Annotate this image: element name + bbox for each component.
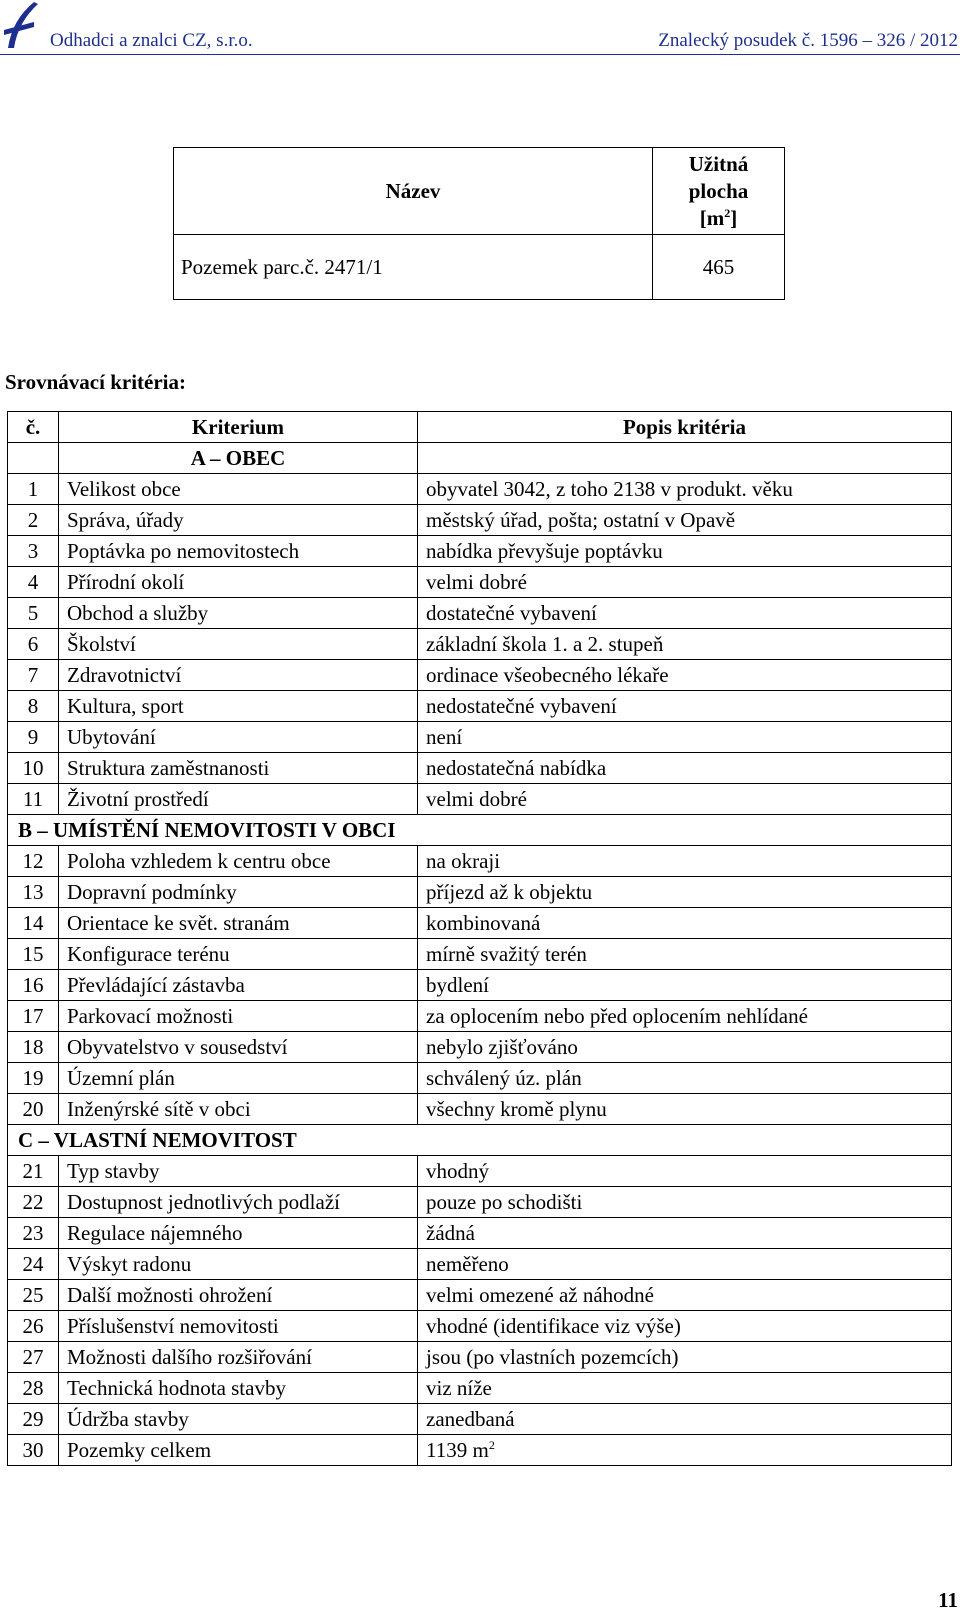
area-header-line1: Užitná (688, 151, 749, 176)
criterion-description (418, 1094, 952, 1125)
table-row (8, 567, 952, 598)
property-table-header (174, 148, 785, 235)
criterion-description-text: vhodné (identifikace viz výše) (426, 1314, 681, 1338)
company-logo-icon (4, 0, 40, 50)
criterion-description-text: příjezd až k objektu (426, 880, 593, 904)
criterion-description-text: jsou (po vlastních pozemcích) (426, 1345, 679, 1369)
property-name: Pozemek parc.č. 2471/1 (174, 235, 653, 300)
criterion-description-text: není (426, 725, 463, 749)
criterion-name: Poloha vzhledem k centru obce (59, 846, 418, 877)
header-divider (0, 54, 960, 55)
criterion-description (418, 1032, 952, 1063)
section-spacer (8, 443, 59, 474)
criterion-description (418, 505, 952, 536)
table-row (8, 1311, 952, 1342)
criterion-description (418, 1156, 952, 1187)
criterion-description-text: viz níže (426, 1376, 492, 1400)
area-header-unit-open: [m (699, 205, 725, 230)
criterion-description-text: 1139 m (426, 1438, 489, 1462)
table-row (8, 722, 952, 753)
table-row (8, 1404, 952, 1435)
criterion-number: 28 (8, 1373, 59, 1404)
table-row (8, 939, 952, 970)
criterion-name: Konfigurace terénu (59, 939, 418, 970)
column-header-description: Popis kritéria (418, 412, 952, 443)
criterion-description-text: vhodný (426, 1159, 489, 1183)
table-row (8, 629, 952, 660)
table-row (8, 691, 952, 722)
criterion-number: 10 (8, 753, 59, 784)
criterion-name: Kultura, sport (59, 691, 418, 722)
table-row (8, 660, 952, 691)
criterion-name: Správa, úřady (59, 505, 418, 536)
criterion-name: Obchod a služby (59, 598, 418, 629)
criterion-name: Územní plán (59, 1063, 418, 1094)
criterion-description (418, 536, 952, 567)
criterion-description (418, 1404, 952, 1435)
criterion-description (418, 1249, 952, 1280)
criterion-description (418, 1342, 952, 1373)
table-row (8, 1187, 952, 1218)
criterion-description (418, 1280, 952, 1311)
criterion-description (418, 908, 952, 939)
criterion-number: 21 (8, 1156, 59, 1187)
criterion-description-exponent: 2 (488, 1438, 495, 1452)
criterion-description-text: velmi dobré (426, 570, 527, 594)
criterion-description-text: nebylo zjišťováno (426, 1035, 578, 1059)
criterion-name: Velikost obce (59, 474, 418, 505)
criterion-description-text: žádná (426, 1221, 475, 1245)
column-header-criterion: Kriterium (59, 412, 418, 443)
criterion-number: 22 (8, 1187, 59, 1218)
criterion-name: Školství (59, 629, 418, 660)
criterion-description-text: nedostatečná nabídka (426, 756, 607, 780)
table-row (8, 1435, 952, 1466)
criterion-number: 13 (8, 877, 59, 908)
criterion-number: 11 (8, 784, 59, 815)
criterion-description-text: nabídka převyšuje poptávku (426, 539, 663, 563)
criterion-description (418, 598, 952, 629)
page-header (0, 0, 960, 58)
criterion-number: 19 (8, 1063, 59, 1094)
criterion-description (418, 846, 952, 877)
criterion-description (418, 1373, 952, 1404)
column-header-number: č. (8, 412, 59, 443)
criterion-name: Možnosti dalšího rozšiřování (59, 1342, 418, 1373)
criterion-number: 12 (8, 846, 59, 877)
table-row (174, 235, 785, 300)
criterion-description (418, 660, 952, 691)
table-row (8, 1280, 952, 1311)
table-row (8, 1094, 952, 1125)
criterion-description-text: velmi omezené až náhodné (426, 1283, 654, 1307)
section-row (8, 815, 952, 846)
criterion-number: 1 (8, 474, 59, 505)
criterion-number: 29 (8, 1404, 59, 1435)
criterion-name: Dopravní podmínky (59, 877, 418, 908)
property-table (173, 147, 785, 300)
section-row (8, 1125, 952, 1156)
criterion-name: Parkovací možnosti (59, 1001, 418, 1032)
table-row (8, 1001, 952, 1032)
criterion-name: Technická hodnota stavby (59, 1373, 418, 1404)
criterion-name: Příslušenství nemovitosti (59, 1311, 418, 1342)
criterion-number: 26 (8, 1311, 59, 1342)
criterion-number: 8 (8, 691, 59, 722)
table-row (8, 1373, 952, 1404)
section-row (8, 443, 952, 474)
criterion-number: 9 (8, 722, 59, 753)
criterion-description (418, 474, 952, 505)
criterion-description-text: schválený úz. plán (426, 1066, 582, 1090)
section-label: A – OBEC (59, 443, 418, 474)
area-header-unit-close: ] (730, 205, 738, 230)
table-row (8, 877, 952, 908)
criterion-description-text: bydlení (426, 973, 489, 997)
criterion-description-text: ordinace všeobecného lékaře (426, 663, 669, 687)
criterion-number: 4 (8, 567, 59, 598)
criterion-description (418, 567, 952, 598)
criterion-number: 16 (8, 970, 59, 1001)
criterion-description-text: za oplocením nebo před oplocením nehlídané (426, 1004, 808, 1028)
criterion-number: 2 (8, 505, 59, 536)
column-header-area (653, 148, 785, 235)
table-row (8, 1156, 952, 1187)
section-label: C – VLASTNÍ NEMOVITOST (8, 1125, 952, 1156)
criteria-table (7, 411, 952, 1466)
criterion-description (418, 722, 952, 753)
criterion-description-text: neměřeno (426, 1252, 509, 1276)
criterion-number: 14 (8, 908, 59, 939)
criterion-description-text: obyvatel 3042, z toho 2138 v produkt. věku (426, 477, 793, 501)
criterion-name: Struktura zaměstnanosti (59, 753, 418, 784)
criterion-description-text: pouze po schodišti (426, 1190, 583, 1214)
section-spacer (418, 443, 952, 474)
criterion-description-text: zanedbaná (426, 1407, 515, 1431)
criterion-number: 5 (8, 598, 59, 629)
criterion-description (418, 1063, 952, 1094)
criterion-description-text: velmi dobré (426, 787, 527, 811)
table-row (8, 598, 952, 629)
criterion-description-text: mírně svažitý terén (426, 942, 587, 966)
table-row (8, 753, 952, 784)
area-header-line2: plocha (688, 178, 749, 203)
criterion-name: Další možnosti ohrožení (59, 1280, 418, 1311)
criterion-number: 7 (8, 660, 59, 691)
criterion-name: Typ stavby (59, 1156, 418, 1187)
table-row (8, 505, 952, 536)
criterion-name: Inženýrské sítě v obci (59, 1094, 418, 1125)
criterion-description (418, 1001, 952, 1032)
criterion-name: Ubytování (59, 722, 418, 753)
criterion-description (418, 1187, 952, 1218)
criterion-name: Údržba stavby (59, 1404, 418, 1435)
criterion-number: 6 (8, 629, 59, 660)
column-header-name: Název (174, 148, 653, 235)
criterion-number: 23 (8, 1218, 59, 1249)
criterion-description (418, 629, 952, 660)
criterion-name: Obyvatelstvo v sousedství (59, 1032, 418, 1063)
criterion-name: Výskyt radonu (59, 1249, 418, 1280)
table-row (8, 474, 952, 505)
table-row (8, 1249, 952, 1280)
criterion-name: Poptávka po nemovitostech (59, 536, 418, 567)
criterion-description (418, 1435, 952, 1466)
criterion-number: 24 (8, 1249, 59, 1280)
table-row (8, 784, 952, 815)
criterion-name: Pozemky celkem (59, 1435, 418, 1466)
criterion-description (418, 939, 952, 970)
criterion-number: 27 (8, 1342, 59, 1373)
criterion-description-text: dostatečné vybavení (426, 601, 597, 625)
criterion-number: 20 (8, 1094, 59, 1125)
company-name: Odhadci a znalci CZ, s.r.o. (50, 30, 253, 51)
criterion-description-text: kombinovaná (426, 911, 541, 935)
criterion-name: Regulace nájemného (59, 1218, 418, 1249)
criterion-name: Dostupnost jednotlivých podlaží (59, 1187, 418, 1218)
criterion-name: Přírodní okolí (59, 567, 418, 598)
section-label: B – UMÍSTĚNÍ NEMOVITOSTI V OBCI (8, 815, 952, 846)
table-row (8, 970, 952, 1001)
table-row (8, 846, 952, 877)
criterion-name: Životní prostředí (59, 784, 418, 815)
criterion-number: 3 (8, 536, 59, 567)
table-row (8, 1342, 952, 1373)
table-row (8, 1063, 952, 1094)
criterion-description-text: základní škola 1. a 2. stupeň (426, 632, 664, 656)
criterion-number: 15 (8, 939, 59, 970)
table-row (8, 536, 952, 567)
criterion-description (418, 753, 952, 784)
criterion-description-text: všechny kromě plynu (426, 1097, 607, 1121)
criterion-name: Převládající zástavba (59, 970, 418, 1001)
criterion-number: 25 (8, 1280, 59, 1311)
criterion-description (418, 691, 952, 722)
table-row (8, 908, 952, 939)
criterion-description (418, 877, 952, 908)
document-number: Znalecký posudek č. 1596 – 326 / 2012 (658, 30, 958, 51)
criterion-description (418, 1218, 952, 1249)
table-row (8, 1218, 952, 1249)
criterion-description (418, 784, 952, 815)
criterion-description (418, 1311, 952, 1342)
criterion-name: Orientace ke svět. stranám (59, 908, 418, 939)
table-row (8, 1032, 952, 1063)
criterion-number: 30 (8, 1435, 59, 1466)
criteria-table-body (8, 443, 952, 1466)
criterion-description (418, 970, 952, 1001)
criterion-description-text: městský úřad, pošta; ostatní v Opavě (426, 508, 736, 532)
criteria-title: Srovnávací kritéria: (5, 370, 187, 394)
criterion-description-text: nedostatečné vybavení (426, 694, 617, 718)
area-header-unit-exp: 2 (724, 205, 731, 220)
property-area: 465 (653, 235, 785, 300)
criteria-table-header (8, 412, 952, 443)
criterion-name: Zdravotnictví (59, 660, 418, 691)
criterion-description-text: na okraji (426, 849, 501, 873)
page-number: 11 (938, 1588, 958, 1612)
criterion-number: 18 (8, 1032, 59, 1063)
criterion-number: 17 (8, 1001, 59, 1032)
